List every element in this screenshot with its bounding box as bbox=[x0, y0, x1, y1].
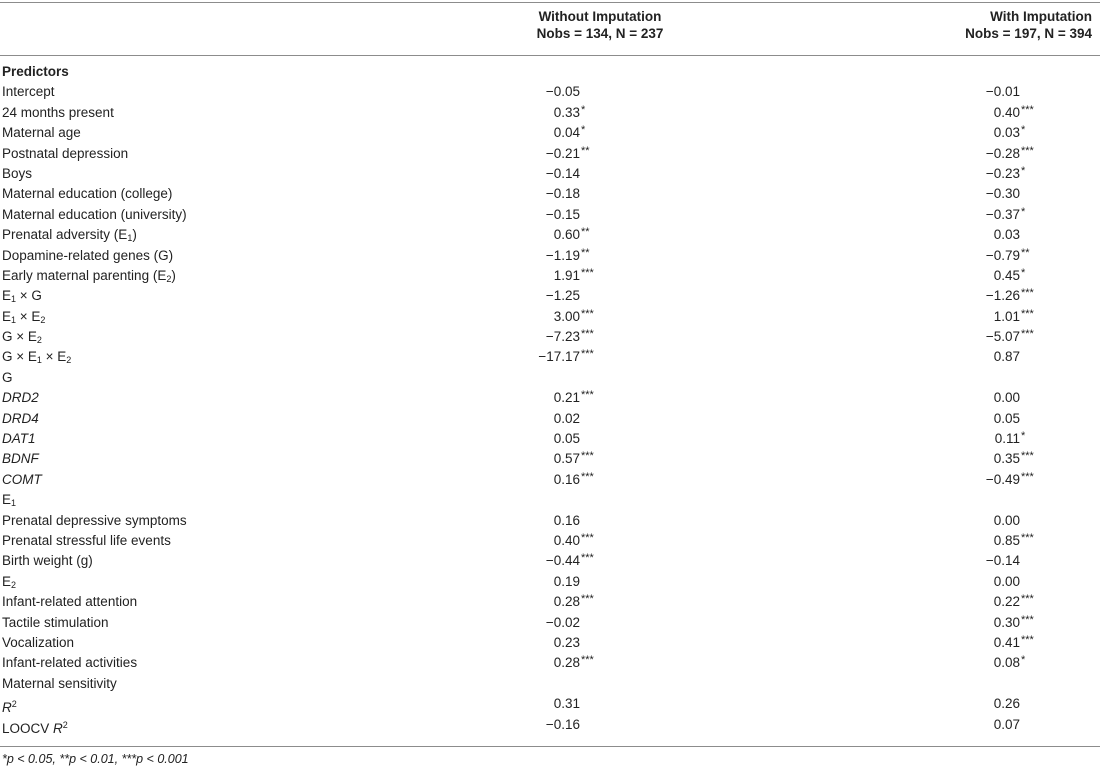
value-without-imputation bbox=[530, 347, 594, 367]
value-with-imputation bbox=[960, 449, 1034, 469]
row-label: Prenatal stressful life events bbox=[2, 532, 171, 548]
value-with-imputation bbox=[960, 103, 1034, 123]
value-without-imputation bbox=[530, 572, 580, 592]
significance-stars: *** bbox=[581, 307, 594, 320]
value-without-imputation bbox=[530, 184, 580, 204]
value-with-imputation bbox=[960, 572, 1020, 592]
table-row bbox=[0, 511, 1100, 531]
coefficient-value: 0.00 bbox=[993, 573, 1020, 589]
coefficient-value: 0.03 bbox=[993, 125, 1020, 141]
significance-stars: *** bbox=[581, 450, 594, 463]
table-row bbox=[0, 572, 1100, 592]
value-with-imputation bbox=[960, 266, 1026, 286]
coefficient-value: 0.40 bbox=[553, 532, 580, 548]
row-label: $E_1 \times E_2$ bbox=[2, 308, 46, 325]
value-without-imputation bbox=[530, 388, 594, 408]
value-with-imputation bbox=[960, 144, 1034, 164]
header-col1-title: Without Imputation bbox=[538, 9, 662, 24]
header-with-imputation bbox=[900, 8, 1100, 42]
table-row bbox=[0, 246, 1100, 266]
row-label: DAT1 bbox=[2, 431, 36, 447]
table-body bbox=[0, 62, 1100, 735]
row-label: BDNF bbox=[2, 451, 39, 467]
table-row bbox=[0, 144, 1100, 164]
value-without-imputation bbox=[530, 327, 594, 347]
coefficient-value: −0.05 bbox=[545, 84, 580, 100]
row-label: LOOCV $R^2$ bbox=[2, 719, 68, 736]
table-row bbox=[0, 592, 1100, 612]
value-without-imputation bbox=[530, 449, 594, 469]
coefficient-value: −1.26 bbox=[985, 288, 1020, 304]
significance-stars: ** bbox=[581, 246, 590, 259]
value-without-imputation bbox=[530, 246, 590, 266]
coefficient-value: 1.91 bbox=[553, 267, 580, 283]
coefficient-value: −0.44 bbox=[545, 553, 580, 569]
coefficient-value: −0.18 bbox=[545, 186, 580, 202]
significance-stars: *** bbox=[1021, 103, 1034, 116]
value-with-imputation bbox=[960, 715, 1020, 735]
coefficient-value: −0.37 bbox=[985, 206, 1020, 222]
table-row bbox=[0, 674, 1100, 694]
bottom-rule bbox=[0, 746, 1100, 747]
significance-stars: *** bbox=[581, 389, 594, 402]
value-without-imputation bbox=[530, 409, 580, 429]
value-without-imputation bbox=[530, 144, 590, 164]
row-label: Early maternal parenting $(E_2)$ bbox=[2, 267, 176, 284]
coefficient-value: 0.30 bbox=[993, 614, 1020, 630]
coefficient-value: 0.40 bbox=[993, 104, 1020, 120]
table-row bbox=[0, 613, 1100, 633]
significance-stars: *** bbox=[1021, 633, 1034, 646]
coefficient-value: −0.30 bbox=[985, 186, 1020, 202]
row-label: Dopamine-related genes (G) bbox=[2, 247, 174, 263]
table-row bbox=[0, 347, 1100, 367]
value-without-imputation bbox=[530, 694, 580, 714]
table-row bbox=[0, 103, 1100, 123]
coefficient-value: 0.04 bbox=[553, 125, 580, 141]
coefficient-value: 0.41 bbox=[993, 634, 1020, 650]
coefficient-value: 0.11 bbox=[994, 431, 1020, 447]
row-label: DRD4 bbox=[2, 410, 39, 426]
value-with-imputation bbox=[960, 551, 1020, 571]
significance-stars: *** bbox=[1021, 287, 1034, 300]
significance-stars: * bbox=[1021, 654, 1026, 667]
value-without-imputation bbox=[530, 470, 594, 490]
significance-stars: *** bbox=[1021, 450, 1034, 463]
row-label: $E_1 \times G$ bbox=[2, 288, 42, 305]
coefficient-value: −0.01 bbox=[985, 84, 1020, 100]
value-without-imputation bbox=[530, 592, 594, 612]
coefficient-value: 0.35 bbox=[993, 451, 1020, 467]
value-with-imputation bbox=[960, 388, 1020, 408]
value-without-imputation bbox=[530, 266, 594, 286]
value-without-imputation bbox=[530, 286, 580, 306]
coefficient-value: 0.21 bbox=[553, 390, 580, 406]
significance-stars: *** bbox=[1021, 144, 1034, 157]
coefficient-value: 0.16 bbox=[553, 512, 580, 528]
significance-stars: * bbox=[1021, 164, 1026, 177]
row-label: 24 months present bbox=[2, 104, 114, 120]
coefficient-value: −1.25 bbox=[545, 288, 580, 304]
value-with-imputation bbox=[960, 123, 1026, 143]
value-with-imputation bbox=[960, 82, 1020, 102]
row-label: Maternal sensitivity bbox=[2, 675, 117, 691]
significance-stars: * bbox=[1021, 124, 1026, 137]
value-with-imputation bbox=[960, 327, 1034, 347]
row-label: Infant-related activities bbox=[2, 655, 138, 671]
significance-stars: *** bbox=[581, 266, 594, 279]
value-with-imputation bbox=[960, 470, 1034, 490]
footnote: *p < 0.05, **p < 0.01, ***p < 0.001 bbox=[2, 752, 189, 766]
table-row bbox=[0, 368, 1100, 388]
significance-stars: *** bbox=[1021, 531, 1034, 544]
significance-stars: * bbox=[581, 103, 586, 116]
value-without-imputation bbox=[530, 715, 580, 735]
value-without-imputation bbox=[530, 653, 594, 673]
coefficient-value: −0.16 bbox=[545, 716, 580, 732]
row-label: Maternal education (university) bbox=[2, 206, 187, 222]
value-with-imputation bbox=[960, 653, 1026, 673]
row-label: G bbox=[2, 369, 13, 385]
significance-stars: ** bbox=[581, 226, 590, 239]
row-label: Intercept bbox=[2, 84, 55, 100]
table-row bbox=[0, 694, 1100, 714]
table-row bbox=[0, 266, 1100, 286]
coefficient-value: 0.22 bbox=[993, 594, 1020, 610]
row-label: Infant-related attention bbox=[2, 594, 138, 610]
coefficient-value: −0.14 bbox=[985, 553, 1020, 569]
significance-stars: *** bbox=[581, 470, 594, 483]
coefficient-value: −0.49 bbox=[985, 471, 1020, 487]
significance-stars: * bbox=[581, 124, 586, 137]
value-with-imputation bbox=[960, 286, 1034, 306]
significance-stars: *** bbox=[1021, 613, 1034, 626]
coefficient-value: −1.19 bbox=[545, 247, 580, 263]
value-without-imputation bbox=[530, 205, 580, 225]
coefficient-value: −0.15 bbox=[545, 206, 580, 222]
row-label: DRD2 bbox=[2, 390, 39, 406]
row-label: $G \times E_2$ bbox=[2, 329, 42, 346]
coefficient-value: 0.23 bbox=[553, 634, 580, 650]
coefficient-value: 0.05 bbox=[553, 431, 580, 447]
table-row bbox=[0, 409, 1100, 429]
coefficient-value: 0.33 bbox=[553, 104, 580, 120]
row-label: Prenatal adversity $(E_1)$ bbox=[2, 227, 137, 244]
coefficient-value: 0.45 bbox=[993, 267, 1020, 283]
row-label: Maternal education (college) bbox=[2, 186, 173, 202]
table-row bbox=[0, 164, 1100, 184]
coefficient-value: 0.31 bbox=[553, 696, 580, 712]
coefficient-value: 0.05 bbox=[993, 410, 1020, 426]
significance-stars: *** bbox=[581, 593, 594, 606]
header-without-imputation bbox=[490, 8, 710, 42]
coefficient-value: 0.19 bbox=[553, 573, 580, 589]
coefficient-value: 0.03 bbox=[993, 227, 1020, 243]
value-with-imputation bbox=[960, 531, 1034, 551]
coefficient-value: 0.16 bbox=[553, 471, 580, 487]
significance-stars: *** bbox=[581, 552, 594, 565]
coefficient-value: 0.85 bbox=[993, 532, 1020, 548]
value-with-imputation bbox=[960, 307, 1034, 327]
row-label: Tactile stimulation bbox=[2, 614, 109, 630]
coefficient-value: 0.28 bbox=[553, 594, 580, 610]
table-row bbox=[0, 633, 1100, 653]
coefficient-value: 0.60 bbox=[553, 227, 580, 243]
coefficient-value: −0.28 bbox=[985, 145, 1020, 161]
header-col1-sub: Nobs = 134, N = 237 bbox=[536, 26, 664, 41]
significance-stars: * bbox=[1021, 205, 1026, 218]
coefficient-value: −0.21 bbox=[545, 145, 580, 161]
significance-stars: *** bbox=[581, 328, 594, 341]
row-label: Postnatal depression bbox=[2, 145, 129, 161]
table-row bbox=[0, 531, 1100, 551]
table-row bbox=[0, 62, 1100, 82]
coefficient-value: 0.26 bbox=[993, 696, 1020, 712]
value-with-imputation bbox=[960, 246, 1030, 266]
row-label: Maternal age bbox=[2, 125, 81, 141]
significance-stars: *** bbox=[1021, 593, 1034, 606]
value-without-imputation bbox=[530, 225, 590, 245]
header-col2-sub: Nobs = 197, N = 394 bbox=[965, 26, 1092, 41]
row-label: Predictors bbox=[2, 64, 69, 79]
row-label: Birth weight (g) bbox=[2, 553, 93, 569]
value-with-imputation bbox=[960, 205, 1026, 225]
table-row bbox=[0, 490, 1100, 510]
table-row bbox=[0, 307, 1100, 327]
coefficient-value: −0.23 bbox=[985, 165, 1020, 181]
table-row bbox=[0, 327, 1100, 347]
coefficient-value: −0.02 bbox=[545, 614, 580, 630]
value-with-imputation bbox=[960, 347, 1020, 367]
row-label: $E_1$ bbox=[2, 492, 17, 509]
significance-stars: *** bbox=[1021, 328, 1034, 341]
value-with-imputation bbox=[960, 511, 1020, 531]
table-row bbox=[0, 205, 1100, 225]
coefficient-value: 0.57 bbox=[553, 451, 580, 467]
table-row bbox=[0, 123, 1100, 143]
table-row bbox=[0, 82, 1100, 102]
coefficient-value: 0.02 bbox=[553, 410, 580, 426]
table-row bbox=[0, 429, 1100, 449]
significance-stars: * bbox=[1021, 430, 1026, 443]
table-row bbox=[0, 388, 1100, 408]
coefficient-value: 0.28 bbox=[553, 655, 580, 671]
significance-stars: *** bbox=[581, 348, 594, 361]
significance-stars: ** bbox=[581, 144, 590, 157]
top-rule bbox=[0, 2, 1100, 3]
value-with-imputation bbox=[960, 613, 1034, 633]
value-without-imputation bbox=[530, 103, 586, 123]
coefficient-value: 3.00 bbox=[553, 308, 580, 324]
significance-stars: *** bbox=[581, 654, 594, 667]
significance-stars: *** bbox=[1021, 470, 1034, 483]
table-row bbox=[0, 470, 1100, 490]
significance-stars: *** bbox=[1021, 307, 1034, 320]
value-with-imputation bbox=[960, 184, 1020, 204]
value-without-imputation bbox=[530, 164, 580, 184]
header-rule bbox=[0, 55, 1100, 56]
table-row bbox=[0, 653, 1100, 673]
value-without-imputation bbox=[530, 613, 580, 633]
row-label: $R^2$ bbox=[2, 699, 17, 716]
coefficient-value: −7.23 bbox=[545, 329, 580, 345]
table-row bbox=[0, 184, 1100, 204]
table-row bbox=[0, 551, 1100, 571]
value-without-imputation bbox=[530, 307, 594, 327]
significance-stars: *** bbox=[581, 531, 594, 544]
coefficient-value: 0.00 bbox=[993, 512, 1020, 528]
row-label: $E_2$ bbox=[2, 573, 17, 590]
coefficient-value: 0.87 bbox=[993, 349, 1020, 365]
value-with-imputation bbox=[960, 694, 1020, 714]
value-with-imputation bbox=[960, 225, 1020, 245]
coefficient-value: 0.00 bbox=[993, 390, 1020, 406]
value-with-imputation bbox=[960, 429, 1026, 449]
row-label: Vocalization bbox=[2, 634, 75, 650]
table-row bbox=[0, 715, 1100, 735]
coefficient-value: −0.79 bbox=[985, 247, 1020, 263]
value-without-imputation bbox=[530, 511, 580, 531]
table-row bbox=[0, 225, 1100, 245]
coefficient-value: −17.17 bbox=[538, 349, 580, 365]
value-without-imputation bbox=[530, 82, 580, 102]
coefficient-value: 0.08 bbox=[993, 655, 1020, 671]
table-row bbox=[0, 449, 1100, 469]
significance-stars: * bbox=[1021, 266, 1026, 279]
value-without-imputation bbox=[530, 531, 594, 551]
coefficient-value: 1.01 bbox=[993, 308, 1020, 324]
coefficient-value: 0.07 bbox=[993, 716, 1020, 732]
significance-stars: ** bbox=[1021, 246, 1030, 259]
header-col2-title: With Imputation bbox=[990, 9, 1092, 24]
value-with-imputation bbox=[960, 633, 1034, 653]
value-with-imputation bbox=[960, 592, 1034, 612]
value-with-imputation bbox=[960, 409, 1020, 429]
value-without-imputation bbox=[530, 551, 594, 571]
row-label: Prenatal depressive symptoms bbox=[2, 512, 187, 528]
row-label: Boys bbox=[2, 165, 33, 181]
table-row bbox=[0, 286, 1100, 306]
coefficient-value: −0.14 bbox=[545, 165, 580, 181]
coefficient-value: −5.07 bbox=[985, 329, 1020, 345]
row-label: COMT bbox=[2, 471, 42, 487]
row-label: $G \times E_1 \times E_2$ bbox=[2, 349, 72, 366]
value-without-imputation bbox=[530, 123, 586, 143]
value-with-imputation bbox=[960, 164, 1026, 184]
value-without-imputation bbox=[530, 429, 580, 449]
value-without-imputation bbox=[530, 633, 580, 653]
